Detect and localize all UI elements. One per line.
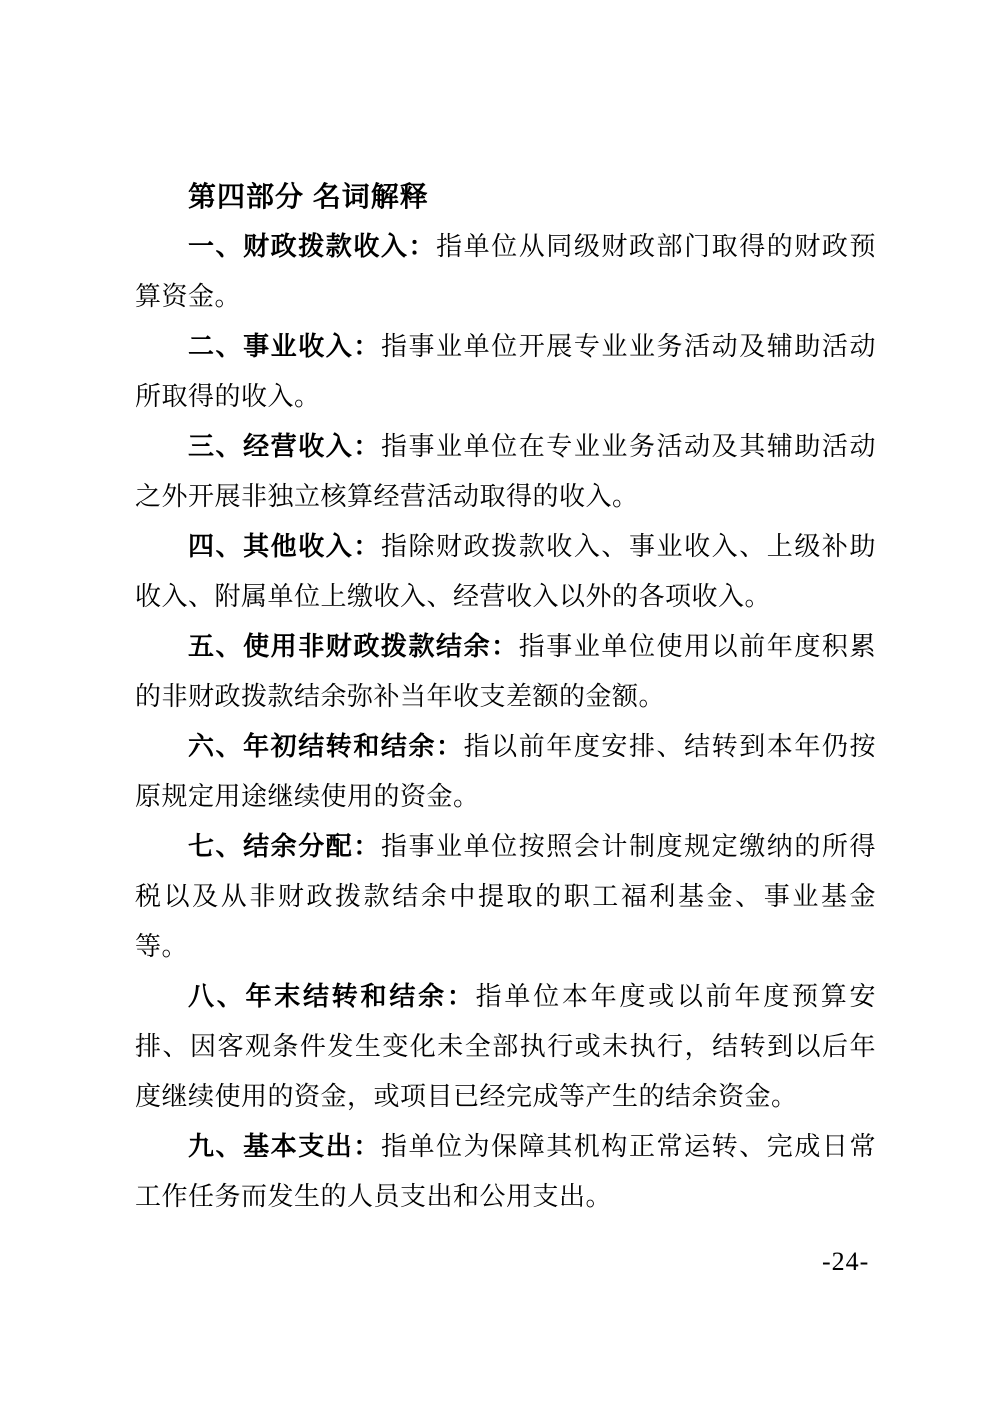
term-definition: 指单位为保障其机构正常运转、完成日常工作任务而发生的人员支出和公用支出。 xyxy=(135,1132,876,1211)
term-definition: 指事业单位按照会计制度规定缴纳的所得税以及从非财政拨款结余中提取的职工福利基金、事业基金等。 xyxy=(135,832,876,961)
term-definition: 指以前年度安排、结转到本年仍按原规定用途继续使用的资金。 xyxy=(135,732,876,811)
term-item-8 xyxy=(135,972,876,1122)
term-definition: 指事业单位在专业业务活动及其辅助活动之外开展非独立核算经营活动取得的收入。 xyxy=(135,432,876,511)
term-item-2 xyxy=(135,322,876,422)
term-definition: 指除财政拨款收入、事业收入、上级补助收入、附属单位上缴收入、经营收入以外的各项收入。 xyxy=(135,532,876,611)
term-label: 二、事业收入： xyxy=(188,332,381,361)
term-label: 三、经营收入： xyxy=(188,432,381,461)
term-label: 五、使用非财政拨款结余： xyxy=(188,632,519,661)
term-label: 四、其他收入： xyxy=(188,532,381,561)
term-label: 六、年初结转和结余： xyxy=(188,732,464,761)
term-item-4 xyxy=(135,522,876,622)
term-item-9 xyxy=(135,1122,876,1222)
page-number: -24- xyxy=(822,1247,870,1276)
term-definition: 指事业单位使用以前年度积累的非财政拨款结余弥补当年收支差额的金额。 xyxy=(135,632,876,711)
term-item-7 xyxy=(135,822,876,972)
term-definition: 指单位从同级财政部门取得的财政预算资金。 xyxy=(135,232,876,311)
term-definition: 指事业单位开展专业业务活动及辅助活动所取得的收入。 xyxy=(135,332,876,411)
term-label: 九、基本支出： xyxy=(188,1132,381,1161)
document-body xyxy=(135,172,876,1222)
term-item-6 xyxy=(135,722,876,822)
term-label: 八、年末结转和结余： xyxy=(188,982,476,1011)
term-item-5 xyxy=(135,622,876,722)
term-item-1 xyxy=(135,222,876,322)
term-label: 一、财政拨款收入： xyxy=(188,232,437,261)
term-definition: 指单位本年度或以前年度预算安排、因客观条件发生变化未全部执行或未执行，结转到以后年度继续使用的资金，或项目已经完成等产生的结余资金。 xyxy=(135,982,876,1111)
term-item-3 xyxy=(135,422,876,522)
term-label: 七、结余分配： xyxy=(188,832,381,861)
section-heading: 第四部分 名词解释 xyxy=(188,181,429,212)
